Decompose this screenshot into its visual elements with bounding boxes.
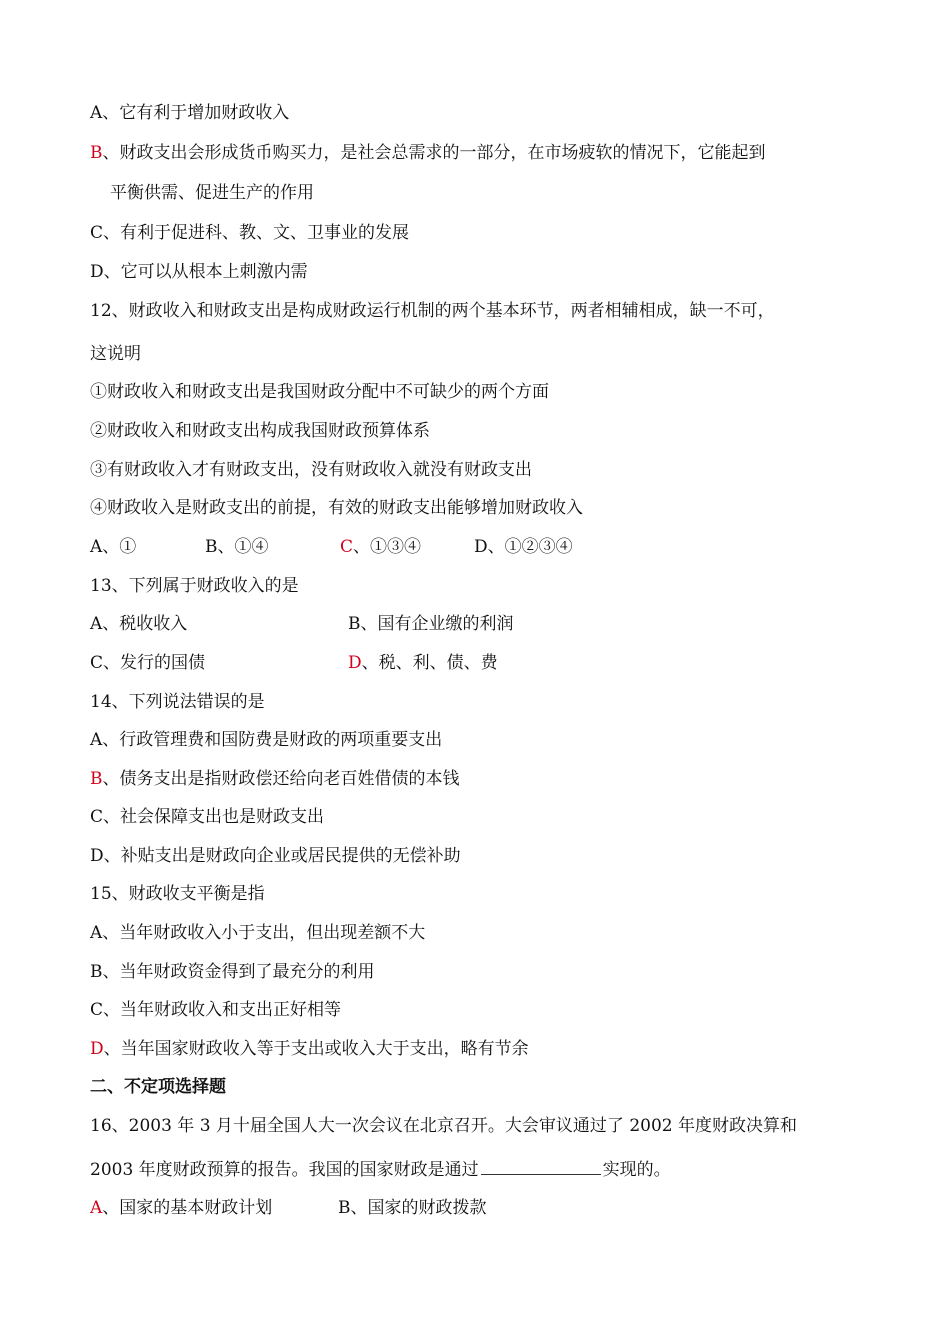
q15-option-d: D、当年国家财政收入等于支出或收入大于支出，略有节余: [90, 1039, 529, 1059]
q13-options-row1: [90, 612, 890, 636]
q14-stem: 14、下列说法错误的是: [90, 692, 265, 712]
section-heading: 二、不定项选择题: [90, 1077, 226, 1097]
q12-options: [90, 535, 890, 559]
answer-mark: B: [90, 143, 103, 163]
q14-option-c: C、社会保障支出也是财政支出: [90, 807, 325, 827]
q13-option-c: C、发行的国债: [90, 653, 206, 673]
q11-option-a: A、它有利于增加财政收入: [90, 103, 290, 123]
q12-option-c: C、①③④: [340, 537, 422, 557]
q12-statement-4: ④财政收入是财政支出的前提，有效的财政支出能够增加财政收入: [90, 498, 583, 518]
q13-option-d: D、税、利、债、费: [348, 653, 498, 673]
q15-option-c: C、当年财政收入和支出正好相等: [90, 1000, 342, 1020]
q14-option-b: B、债务支出是指财政偿还给向老百姓借债的本钱: [90, 769, 460, 789]
q11-option-c: C、有利于促进科、教、文、卫事业的发展: [90, 223, 410, 243]
q15-option-b: B、当年财政资金得到了最充分的利用: [90, 962, 375, 982]
q12-statement-2: ②财政收入和财政支出构成我国财政预算体系: [90, 421, 430, 441]
q13-option-a: A、税收收入: [90, 614, 188, 634]
q14-option-a: A、行政管理费和国防费是财政的两项重要支出: [90, 730, 443, 750]
q12-stem: 12、财政收入和财政支出是构成财政运行机制的两个基本环节，两者相辅相成，缺一不可，: [90, 301, 775, 321]
answer-mark: D: [348, 653, 362, 673]
q16-stem-continued: 2003 年度财政预算的报告。我国的国家财政是通过 实现的。: [90, 1156, 671, 1182]
q13-options-row2: [90, 651, 890, 675]
answer-mark: D: [90, 1039, 104, 1059]
answer-mark: A: [90, 1198, 103, 1218]
q13-option-b: B、国有企业缴的利润: [348, 614, 514, 634]
q12-option-a: A、①: [90, 537, 137, 557]
answer-mark: B: [90, 769, 103, 789]
q11-option-b-continued: 平衡供需、促进生产的作用: [110, 183, 314, 203]
q16-option-b: B、国家的财政拨款: [338, 1198, 487, 1218]
q11-option-d: D、它可以从根本上刺激内需: [90, 262, 308, 282]
q12-statement-3: ③有财政收入才有财政支出，没有财政收入就没有财政支出: [90, 460, 532, 480]
q16-options: [90, 1196, 890, 1220]
q12-option-d: D、①②③④: [474, 537, 573, 557]
answer-mark: C: [340, 537, 354, 557]
q12-option-b: B、①④: [205, 537, 269, 557]
q12-stem-continued: 这说明: [90, 344, 141, 364]
q11-option-b: B、财政支出会形成货币购买力，是社会总需求的一部分，在市场疲软的情况下，它能起到: [90, 143, 766, 163]
q14-option-d: D、补贴支出是财政向企业或居民提供的无偿补助: [90, 846, 461, 866]
fill-in-blank: [481, 1156, 601, 1175]
q16-option-a: A、国家的基本财政计划: [90, 1198, 273, 1218]
q13-stem: 13、下列属于财政收入的是: [90, 576, 299, 596]
q15-stem: 15、财政收支平衡是指: [90, 884, 265, 904]
q15-option-a: A、当年财政收入小于支出，但出现差额不大: [90, 923, 426, 943]
q16-stem: 16、2003 年 3 月十届全国人大一次会议在北京召开。大会审议通过了 2002 年度财政决算和: [90, 1116, 797, 1136]
q12-statement-1: ①财政收入和财政支出是我国财政分配中不可缺少的两个方面: [90, 382, 549, 402]
